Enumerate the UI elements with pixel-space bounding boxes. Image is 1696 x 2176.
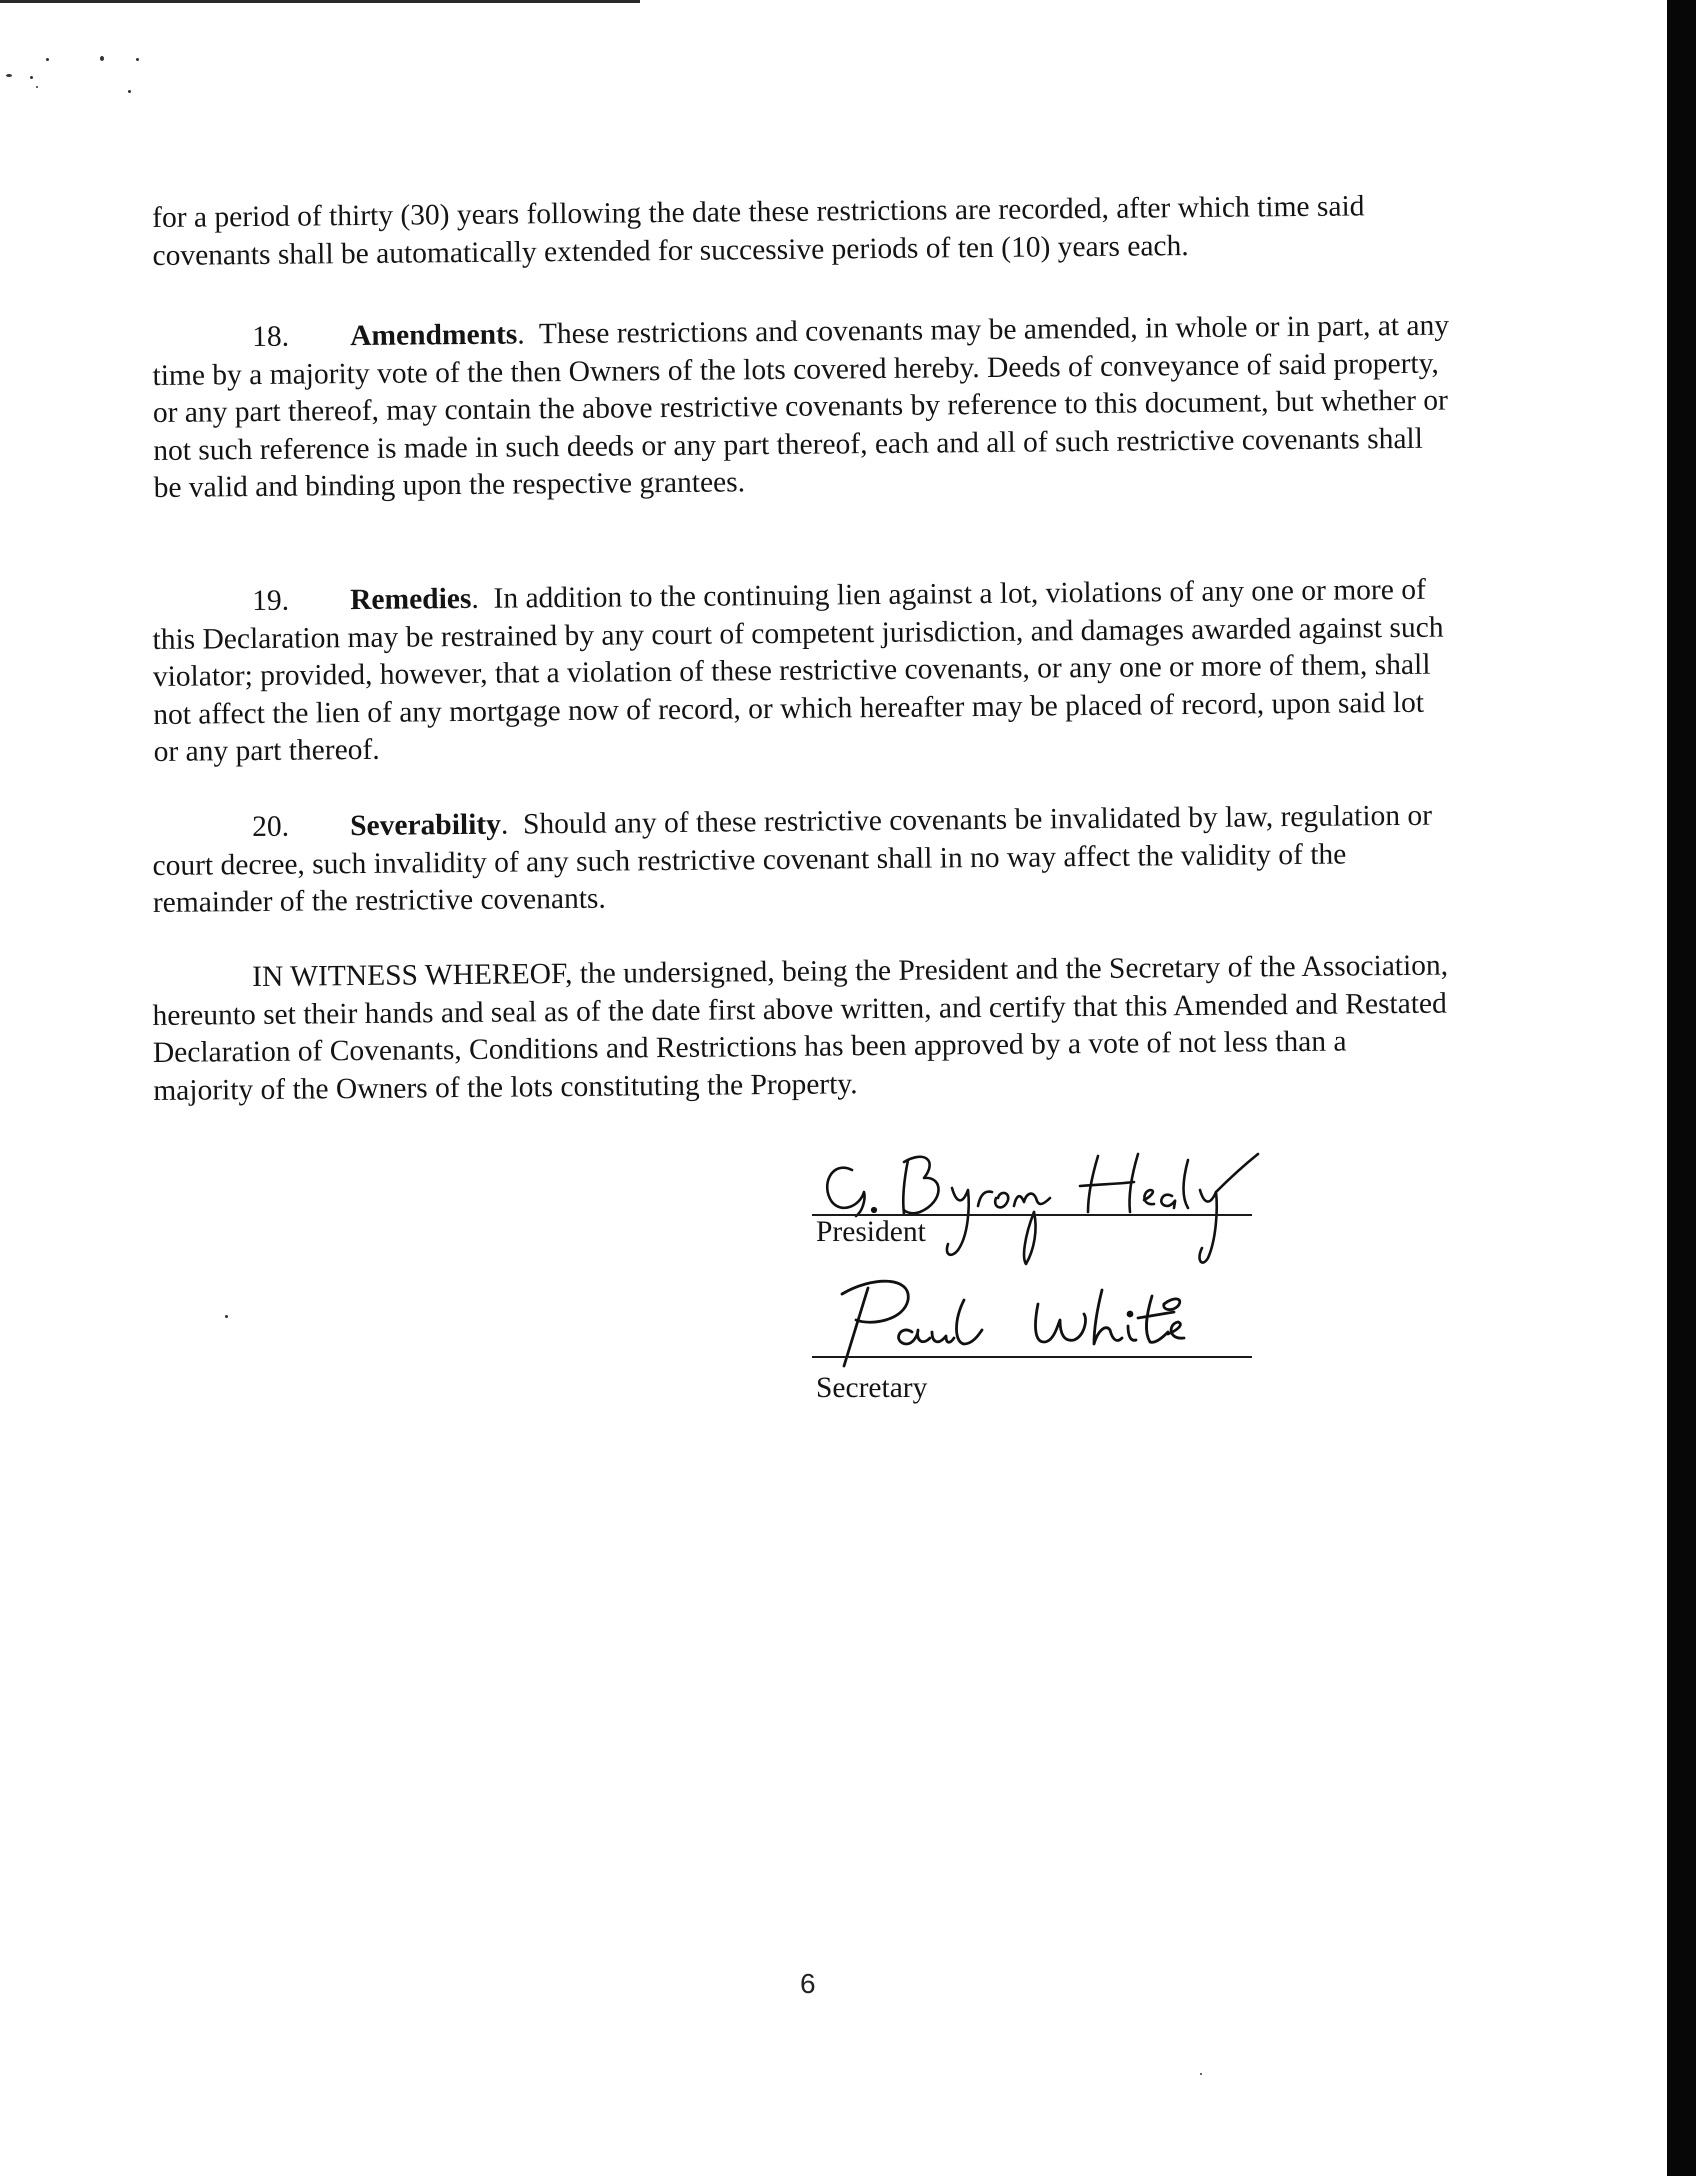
witness-clause — [152, 948, 1453, 1110]
section-body: In addition to the continuing lien against a lot, violations of any one or more of this Declaration may be restrained by any court of competent jurisdiction, and damages awarded against such violator; provided, however, that a violation of these restrictive covenants, or any one or more of them, shall not affect the lien of any mortgage now of record, or which hereafter may be placed of record, upon said lot or any part thereof. — [152, 573, 1444, 768]
scan-edge-bar — [1667, 0, 1696, 2176]
section-number: 20. — [252, 810, 290, 844]
continuation-paragraph — [152, 188, 1453, 275]
secretary-label: Secretary — [816, 1372, 928, 1404]
scan-speck — [1200, 2073, 1202, 2075]
secretary-signature-line — [812, 1356, 1252, 1358]
witness-text: IN WITNESS WHEREOF, the undersigned, being the President and the Secretary of the Association, hereunto set their hands and seal as of the date first above written, and certify that this Amended and Restated Declaration of Covenants, Conditions and Restrictions has been approved by a vote of not less than a majority of the Owners of the lots constituting the Property. — [152, 949, 1449, 1107]
body-text — [152, 188, 1453, 275]
scan-speck — [225, 1315, 228, 1318]
secretary-signature — [812, 1270, 1332, 1380]
section-number: 18. — [252, 320, 290, 354]
section-heading: Amendments — [350, 318, 518, 353]
section-body: Should any of these restrictive covenants be invalidated by law, regulation or court decree, such invalidity of any such restrictive covenant shall in no way affect the validity of the remainder of the restrictive covenants. — [152, 799, 1433, 919]
continuation-text: for a period of thirty (30) years following the date these restrictions are recorded, after which time said covenants shall be automatically extended for successive periods of ten (10) years each. — [152, 190, 1365, 272]
section-heading: Severability — [350, 808, 502, 843]
section-20: 20. Severability. Should any of these restrictive covenants be invalidated by law, regulation or court decree, such invalidity of any such restrictive covenant shall in no way affect the validity of the remainder of the restrictive covenants. — [152, 799, 1433, 919]
signature-block — [812, 1140, 1412, 1420]
section-heading: Remedies — [350, 582, 472, 617]
section-body: These restrictions and covenants may be amended, in whole or in part, at any time by a majority vote of the then Owners of the lots covered hereby. Deeds of conveyance of said property, or any part thereof, may contain the above restrictive covenants by reference to this document, but whether or not such reference is made in such deeds or any part thereof, each and all of such restrictive covenants shall be valid and binding upon the respective grantees. — [152, 309, 1450, 504]
section-19: 19. Remedies. In addition to the continuing lien against a lot, violations of any one or more of this Declaration may be restrained by any court of competent jurisdiction, and damages awarded against such violator; provided, however, that a violation of these restrictive covenants, or any one or more of them, shall not affect the lien of any mortgage now of record, or which hereafter may be placed of record, upon said lot or any part thereof. — [152, 573, 1444, 768]
section-number: 19. — [252, 584, 290, 618]
president-label: President — [816, 1216, 926, 1248]
president-signature — [812, 1140, 1392, 1280]
page-number: 6 — [800, 1968, 816, 1999]
scan-edge-line — [0, 0, 640, 3]
section-18: 18. Amendments. These restrictions and covenants may be amended, in whole or in part, at any time by a majority vote of the then Owners of the lots covered hereby. Deeds of conveyance of said property, or any part thereof, may contain the above restrictive covenants by reference to this document, but whether or not such reference is made in such deeds or any part thereof, each and all of such restrictive covenants shall be valid and binding upon the respective grantees. — [152, 309, 1450, 504]
